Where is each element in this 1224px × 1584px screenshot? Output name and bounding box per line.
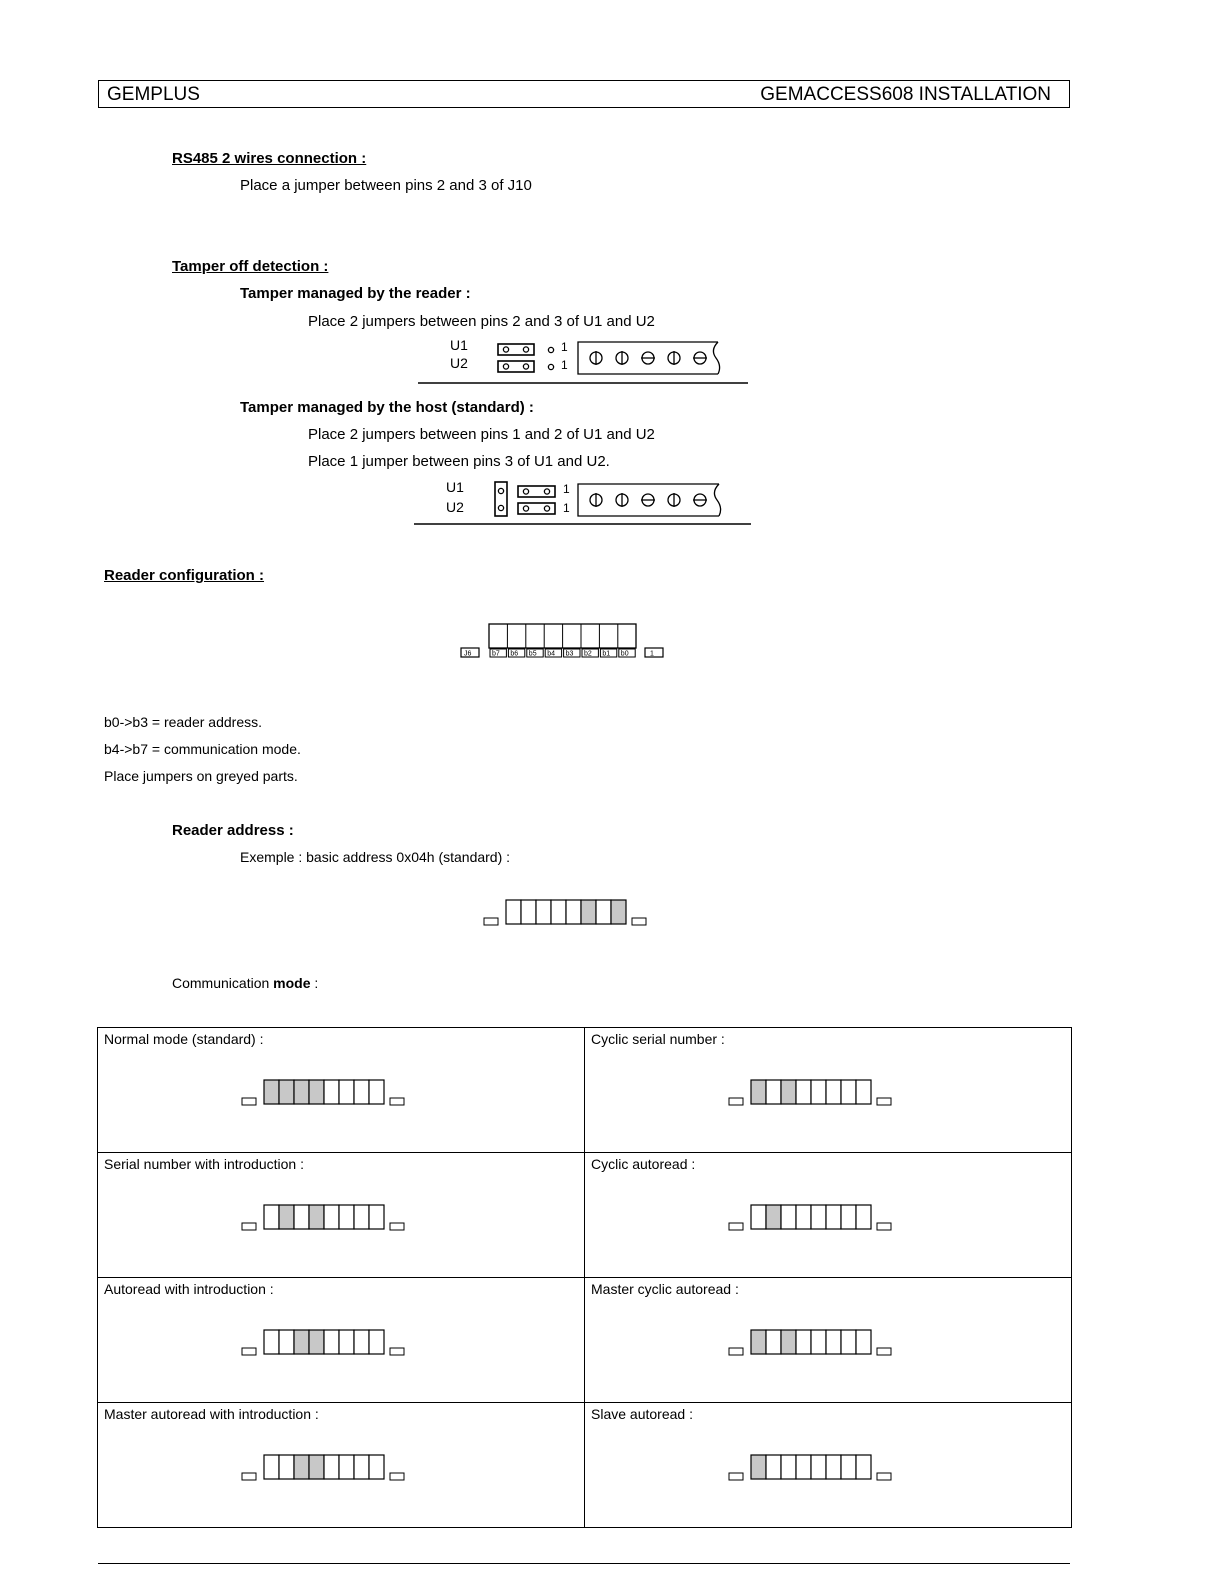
pin1-tag	[877, 1348, 891, 1355]
u2-label: U2	[450, 355, 468, 371]
mode-cell	[98, 1028, 585, 1153]
company-name: GEMPLUS	[107, 84, 200, 105]
communication-heading-suffix: :	[310, 975, 319, 991]
jumper-slot	[279, 1080, 294, 1104]
jumper-slot	[781, 1455, 796, 1479]
jumper-slot	[581, 900, 596, 924]
j6-tag	[729, 1473, 743, 1480]
jumper-slot	[841, 1330, 856, 1354]
u2-label-host: U2	[446, 499, 464, 515]
rs485-heading: RS485 2 wires connection :	[172, 150, 367, 167]
communication-heading-prefix: Communication	[172, 975, 274, 991]
page-header	[98, 80, 1070, 108]
jumper-slot	[811, 1330, 826, 1354]
pin1-tag	[390, 1098, 404, 1105]
jumper-slot	[324, 1455, 339, 1479]
jumper-slot	[506, 900, 521, 924]
pin-mark-u1: 1	[561, 340, 568, 354]
pin1-tag	[877, 1223, 891, 1230]
jumper-slot	[339, 1330, 354, 1354]
note-greyed: Place jumpers on greyed parts.	[104, 768, 298, 784]
jumper-slot	[369, 1455, 384, 1479]
jumper-slot	[796, 1205, 811, 1229]
footer-rule	[98, 1563, 1070, 1564]
jumper-u2	[498, 361, 534, 372]
mode-cell	[98, 1153, 585, 1278]
jumper-slot	[294, 1205, 309, 1229]
jumper-slot	[811, 1455, 826, 1479]
pin-mark-u1-host: 1	[563, 482, 570, 496]
jumper-slot	[354, 1330, 369, 1354]
jumper-slot	[324, 1205, 339, 1229]
jumper-slot	[781, 1330, 796, 1354]
bit-label-b3: b3	[565, 650, 574, 658]
jumper-slot	[551, 900, 566, 924]
address-jumper-diagram	[482, 896, 652, 930]
mode-jumper-diagram	[240, 1326, 410, 1360]
jumper-slot	[856, 1455, 871, 1479]
mode-label: Master autoread with introduction :	[104, 1406, 319, 1422]
mode-cell	[98, 1278, 585, 1403]
jumper-slot	[354, 1455, 369, 1479]
dip-dividers	[507, 624, 617, 648]
mode-label: Normal mode (standard) :	[104, 1031, 264, 1047]
communication-heading-bold: mode	[273, 975, 311, 991]
mode-figure	[585, 1451, 1071, 1491]
mode-jumper-diagram	[240, 1201, 410, 1235]
j6-tag-label: J6	[464, 650, 472, 658]
bit-label-b7: b7	[492, 650, 500, 658]
jumper-u1	[498, 344, 534, 355]
reader-address-example: Exemple : basic address 0x04h (standard) :	[240, 849, 511, 865]
j6-tag	[242, 1473, 256, 1480]
jumper-slot	[566, 900, 581, 924]
pin1-tag	[390, 1473, 404, 1480]
tamper-host-text-1: Place 2 jumpers between pins 1 and 2 of U1 and U2	[308, 426, 655, 443]
pin1-tag	[877, 1473, 891, 1480]
mode-label: Slave autoread :	[591, 1406, 693, 1422]
note-mode: b4->b7 = communication mode.	[104, 741, 301, 757]
jumper-slot	[369, 1330, 384, 1354]
jumper-slot	[751, 1330, 766, 1354]
jumper-slot	[596, 900, 611, 924]
tamper-reader-diagram	[418, 336, 758, 388]
jumper-slot	[766, 1205, 781, 1229]
jumper-slot	[766, 1330, 781, 1354]
mode-label: Serial number with introduction :	[104, 1156, 304, 1172]
bit-label-b1: b1	[602, 650, 611, 658]
jumper-slot	[309, 1330, 324, 1354]
jumper-slot	[369, 1205, 384, 1229]
mode-label: Autoread with introduction :	[104, 1281, 274, 1297]
mode-figure	[98, 1201, 584, 1241]
document-title: GEMACCESS608 INSTALLATION	[760, 84, 1051, 105]
jumper-slot	[781, 1205, 796, 1229]
j6-tag	[484, 918, 498, 925]
u1-label: U1	[450, 337, 468, 353]
jumper-slot	[264, 1205, 279, 1229]
pin1-tag-label: 1	[650, 650, 654, 658]
jumper-slot	[796, 1455, 811, 1479]
tamper-reader-text: Place 2 jumpers between pins 2 and 3 of U1 and U2	[308, 313, 655, 330]
jumper-slot	[766, 1455, 781, 1479]
pin1-tag	[877, 1098, 891, 1105]
mode-jumper-diagram	[727, 1076, 897, 1110]
jumper-slot	[781, 1080, 796, 1104]
jumper-slot	[751, 1080, 766, 1104]
reader-address-heading: Reader address :	[172, 822, 294, 839]
jumper-slot	[826, 1330, 841, 1354]
jumper-slot	[294, 1455, 309, 1479]
u1-label-host: U1	[446, 479, 464, 495]
jumper-slot	[811, 1205, 826, 1229]
jumper-slot	[796, 1330, 811, 1354]
mode-figure	[585, 1201, 1071, 1241]
mode-figure	[585, 1326, 1071, 1366]
jumper-slot	[354, 1080, 369, 1104]
jumper-slot	[611, 900, 626, 924]
jumper-slot	[841, 1080, 856, 1104]
bit-label-b5: b5	[528, 650, 537, 658]
jumper-slot	[751, 1205, 766, 1229]
pin-1-u1	[548, 347, 553, 352]
reader-config-diagram	[458, 620, 668, 662]
jumper-slot	[841, 1455, 856, 1479]
j6-tag	[729, 1223, 743, 1230]
pin1-tag	[390, 1348, 404, 1355]
note-address: b0->b3 = reader address.	[104, 714, 262, 730]
jumper-slot	[339, 1205, 354, 1229]
jumper-slot	[294, 1330, 309, 1354]
mode-cell	[585, 1028, 1072, 1153]
jumper-slot	[324, 1080, 339, 1104]
reader-config-heading: Reader configuration :	[104, 567, 265, 584]
mode-figure	[98, 1451, 584, 1491]
jumper-slot	[856, 1080, 871, 1104]
mode-label: Cyclic serial number :	[591, 1031, 725, 1047]
pin-mark-u2-host: 1	[563, 501, 570, 515]
jumper-slot	[826, 1455, 841, 1479]
terminal-block-host	[578, 484, 721, 516]
jumper-slot	[309, 1080, 324, 1104]
jumper-slot	[339, 1455, 354, 1479]
jumper-slot	[369, 1080, 384, 1104]
j6-tag	[729, 1098, 743, 1105]
jumper-slot	[796, 1080, 811, 1104]
jumper-slot	[294, 1080, 309, 1104]
jumper-slot	[826, 1080, 841, 1104]
mode-figure	[98, 1076, 584, 1116]
mode-jumper-diagram	[727, 1451, 897, 1485]
mode-jumper-diagram	[240, 1076, 410, 1110]
jumper-slot	[309, 1455, 324, 1479]
jumper-slot	[766, 1080, 781, 1104]
jumper-slot	[521, 900, 536, 924]
tamper-host-diagram	[414, 478, 759, 530]
j6-tag	[242, 1098, 256, 1105]
jumper-slot	[841, 1205, 856, 1229]
jumper-slot	[279, 1205, 294, 1229]
mode-cell	[585, 1153, 1072, 1278]
mode-jumper-diagram	[727, 1326, 897, 1360]
communication-modes-table	[97, 1027, 1072, 1528]
mode-figure	[98, 1326, 584, 1366]
jumper-slot	[856, 1330, 871, 1354]
tamper-host-heading: Tamper managed by the host (standard) :	[240, 399, 534, 416]
jumper-slot	[811, 1080, 826, 1104]
pin1-tag	[390, 1223, 404, 1230]
jumper-slot	[279, 1330, 294, 1354]
terminal-block	[578, 342, 720, 374]
jumper-slot	[826, 1205, 841, 1229]
pin-mark-u2: 1	[561, 358, 568, 372]
communication-heading	[172, 975, 318, 991]
vertical-jumper	[495, 482, 507, 516]
mode-figure	[585, 1076, 1071, 1116]
jumper-slot	[264, 1330, 279, 1354]
mode-label: Cyclic autoread :	[591, 1156, 696, 1172]
tamper-host-text-2: Place 1 jumper between pins 3 of U1 and U2.	[308, 453, 610, 470]
j6-tag	[242, 1223, 256, 1230]
tamper-reader-heading: Tamper managed by the reader :	[240, 285, 471, 302]
jumper-slot	[339, 1080, 354, 1104]
mode-cell	[585, 1403, 1072, 1528]
mode-jumper-diagram	[240, 1451, 410, 1485]
pin1-tag	[645, 648, 663, 657]
mode-cell	[98, 1403, 585, 1528]
jumper-slot	[536, 900, 551, 924]
j6-tag	[242, 1348, 256, 1355]
jumper-slot	[856, 1205, 871, 1229]
jumper-slot	[264, 1080, 279, 1104]
jumper-slot	[354, 1205, 369, 1229]
jumper-slot	[324, 1330, 339, 1354]
mode-jumper-diagram	[727, 1201, 897, 1235]
jumper-slot	[751, 1455, 766, 1479]
rs485-text: Place a jumper between pins 2 and 3 of J10	[240, 177, 532, 194]
bit-label-b0: b0	[620, 650, 629, 658]
mode-label: Master cyclic autoread :	[591, 1281, 739, 1297]
tamper-heading: Tamper off detection :	[172, 258, 329, 275]
mode-cell	[585, 1278, 1072, 1403]
jumper-slot	[309, 1205, 324, 1229]
j6-tag	[729, 1348, 743, 1355]
pin1-tag	[632, 918, 646, 925]
jumper-u1-host	[518, 486, 555, 497]
bit-label-b6: b6	[510, 650, 519, 658]
bit-label-b2: b2	[584, 650, 592, 658]
jumper-u2-host	[518, 503, 555, 514]
bit-label-b4: b4	[547, 650, 555, 658]
jumper-slot	[264, 1455, 279, 1479]
pin-1-u2	[548, 364, 553, 369]
jumper-slot	[279, 1455, 294, 1479]
